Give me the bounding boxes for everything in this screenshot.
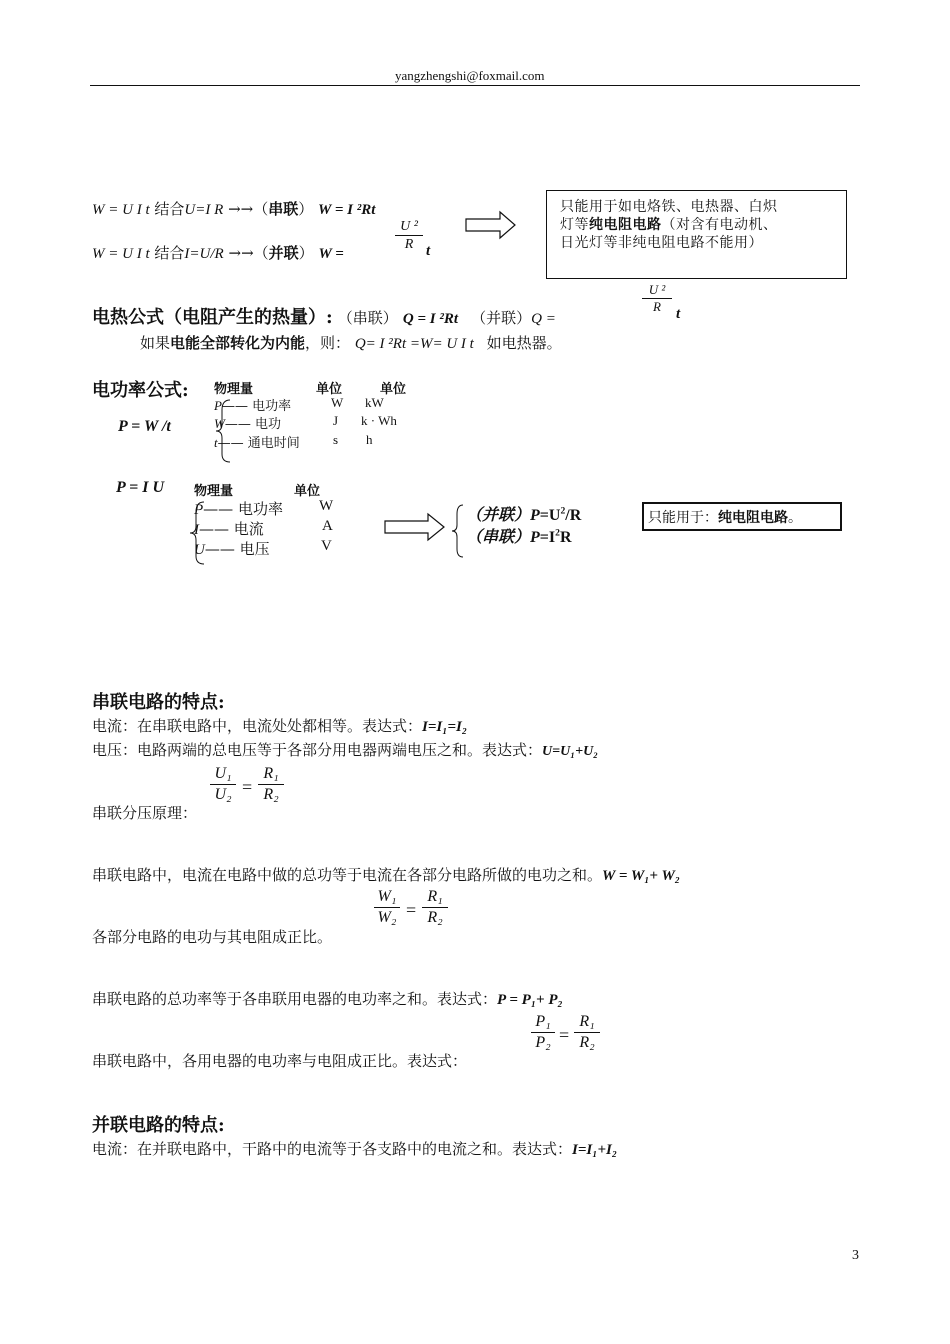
table1-row-0-unit2: kW	[365, 395, 384, 410]
text-combine: 结合	[154, 244, 185, 262]
heat-line-2a: 如果	[140, 334, 171, 352]
frac-bar	[374, 907, 400, 908]
fraction-r1-r2	[574, 1013, 600, 1051]
var-i: I	[184, 246, 190, 262]
table1-row-1-name: —— 电功	[224, 417, 281, 432]
heat-line-2	[140, 332, 562, 353]
frac-bar	[574, 1032, 600, 1033]
heat-line-2b: 电能全部转化为内能	[170, 334, 306, 352]
series-voltage-line	[92, 739, 598, 760]
heat-q-eq: Q =	[531, 311, 556, 327]
frac-bar	[531, 1032, 555, 1033]
series-current-line	[92, 715, 467, 736]
hollow-arrow-icon	[384, 512, 446, 542]
table1-row-0-unit1: W	[331, 395, 344, 410]
table1-row-2-name: —— 通电时间	[217, 436, 300, 451]
table1-head-quantity: 物理量	[214, 382, 254, 397]
brace-icon	[188, 500, 208, 566]
frac-numerator: W₁	[377, 888, 397, 905]
series-divider-label: 串联分压原理：	[92, 804, 198, 822]
series-circuit-title: 串联电路的特点:	[92, 692, 225, 713]
note2-c: 。	[788, 510, 802, 526]
heat-fraction	[642, 283, 672, 315]
label-series: 串联	[268, 200, 299, 218]
var-u: U	[184, 202, 196, 218]
frac-bar	[210, 784, 236, 785]
parallel-label: （并联）	[466, 505, 531, 524]
parallel-exp: 2	[560, 505, 566, 517]
formula-w-i2rt: W = I ²Rt	[318, 202, 376, 218]
parallel-current-expr: I=I₁+I₂	[572, 1142, 618, 1158]
brace-icon	[214, 398, 234, 464]
arrow-text: →→（	[228, 244, 269, 262]
note-text-pure-resistance	[560, 198, 778, 252]
frac-numerator: U₁	[214, 765, 232, 782]
table2-row-0-name: —— 电功率	[203, 500, 283, 518]
equals-sign: =	[406, 900, 417, 920]
table1-row-2-unit1: s	[333, 432, 339, 447]
text-combine: 结合	[154, 200, 185, 218]
frac-numerator: R₁	[427, 888, 443, 905]
table2-row-0-sym: P	[194, 502, 204, 518]
table1-row-1-unit1: J	[333, 413, 339, 428]
parallel-eq-u: =U	[539, 507, 561, 524]
formula-w-eq: W =	[318, 246, 344, 262]
formula-p-iu: P = I U	[116, 479, 165, 496]
frac-numerator: R₁	[579, 1013, 595, 1030]
series-work-ratio: 各部分电路的电功与其电阻成正比。	[92, 928, 333, 946]
parallel-circuit-title: 并联电路的特点:	[92, 1115, 225, 1136]
frac-bar	[395, 235, 423, 236]
series-current-expr: I=I₁=I₂	[422, 719, 468, 735]
table2-row-1-unit: A	[322, 518, 333, 534]
table2-head-unit: 单位	[294, 484, 321, 499]
frac-denominator: R₂	[427, 908, 443, 926]
series-voltage-text: 电压：电路两端的总电压等于各部分用电器两端电压之和。表达式：	[92, 741, 543, 759]
heat-series-formula: Q = I ²Rt	[402, 311, 458, 327]
heat-parallel-label: （并联）	[471, 309, 532, 327]
frac-denominator: U₂	[214, 785, 232, 803]
frac-denominator: W₂	[377, 908, 397, 926]
series-eq-i: =I	[539, 529, 556, 546]
frac-bar	[422, 907, 448, 908]
equals-sign: =	[242, 777, 253, 797]
page-number: 3	[852, 1248, 859, 1263]
table2-row-2-sym: U	[194, 542, 205, 558]
frac-denominator: P₂	[535, 1033, 551, 1051]
table2-row-0-unit: W	[319, 498, 334, 514]
frac-numerator: U ²	[400, 219, 418, 234]
series-work-line	[92, 864, 680, 885]
series-voltage-expr: U=U₁+U₂	[542, 744, 599, 759]
joule-t: t	[426, 243, 431, 259]
table2-row-1-sym: I	[194, 522, 199, 538]
frac-numerator: P₁	[535, 1013, 551, 1030]
joule-fraction	[395, 219, 423, 253]
table1-row-0-name: —— 电功率	[221, 399, 292, 414]
power-title: 电功率公式:	[92, 380, 189, 401]
formula-ur: =U/R	[189, 246, 224, 262]
note-line-2b: 纯电阻电路	[589, 217, 662, 233]
note-line-2a: 灯等	[560, 217, 589, 233]
paren-close: ）	[298, 244, 314, 262]
parallel-var-p: P	[530, 507, 540, 524]
heat-title: 电热公式（电阻产生的热量）:	[92, 307, 333, 328]
heat-line-2d: Q= I ²Rt =W= U I t	[354, 336, 474, 352]
series-exp: 2	[555, 527, 560, 539]
header-rule	[90, 85, 860, 86]
table1-row-1-unit2: k · Wh	[361, 413, 397, 428]
series-work-text: 串联电路中，电流在电路中做的总功等于电流在各部分电路所做的电功之和。	[92, 866, 603, 884]
joule-line-1	[92, 198, 375, 219]
frac-bar	[258, 784, 284, 785]
note-line-2c: （对含有电动机、	[661, 217, 778, 233]
table1-row-0-sym: P	[214, 398, 222, 413]
fraction-r1-r2	[258, 765, 284, 803]
frac-numerator: R₁	[263, 765, 279, 782]
table2-row-2-unit: V	[321, 538, 332, 554]
hollow-arrow-icon	[465, 210, 517, 240]
joule-line-2	[92, 242, 344, 263]
frac-denominator: R	[653, 299, 661, 315]
equals-sign: =	[559, 1025, 570, 1045]
header-email: yangzhengshi@foxmail.com	[395, 68, 545, 83]
formula-parallel-power	[466, 502, 581, 525]
series-current-text: 电流：在串联电路中，电流处处都相等。表达式：	[92, 717, 423, 735]
note-line-3: 日光灯等非纯电阻电路不能用）	[560, 235, 763, 251]
series-power-text: 串联电路的总功率等于各串联用电器的电功率之和。表达式：	[92, 990, 498, 1008]
note2-a: 只能用于：	[648, 510, 718, 526]
note-line-2	[560, 216, 778, 234]
heat-line-2c: ，则：	[305, 334, 351, 352]
fraction-r1-r2	[422, 888, 448, 926]
note-text-pure-resistance-2	[648, 507, 802, 527]
note-line-1: 只能用于如电烙铁、电热器、白炽	[560, 199, 778, 215]
heat-title-line	[92, 303, 556, 329]
brace-icon	[450, 503, 466, 559]
series-r: R	[559, 529, 572, 546]
table1-head-unit1: 单位	[316, 382, 343, 397]
fraction-p1-p2	[531, 1013, 555, 1051]
parallel-current-line	[92, 1138, 617, 1159]
heat-series-label: （串联）	[337, 309, 398, 327]
label-parallel: 并联	[268, 244, 299, 262]
parallel-div-r: /R	[565, 507, 582, 524]
formula-series-power	[466, 524, 572, 547]
series-power-line	[92, 988, 563, 1009]
series-power-ratio: 串联电路中，各用电器的电功率与电阻成正比。表达式：	[92, 1052, 468, 1070]
table1-head-unit2: 单位	[380, 382, 407, 397]
note2-b: 纯电阻电路	[718, 510, 788, 526]
formula-ir: =I R	[195, 202, 224, 218]
formula-wuit: W = U I t	[92, 246, 150, 262]
fraction-w1-w2	[374, 888, 400, 926]
series-power-expr: P = P₁+ P₂	[497, 992, 563, 1008]
formula-p-w-t: P = W /t	[118, 418, 171, 435]
parallel-current-text: 电流：在并联电路中，干路中的电流等于各支路中的电流之和。表达式：	[92, 1140, 573, 1158]
table2-row-1-name: —— 电流	[199, 520, 264, 538]
series-work-expr: W = W₁+ W₂	[602, 868, 681, 884]
series-var-p: P	[530, 529, 540, 546]
frac-denominator: R	[404, 237, 414, 253]
frac-denominator: R₂	[263, 785, 279, 803]
table2-row-2-name: —— 电压	[204, 540, 270, 558]
heat-t: t	[676, 306, 681, 322]
table1-row-2-sym: t	[214, 435, 218, 450]
paren-close: ）	[298, 200, 314, 218]
table2-head-quantity: 物理量	[194, 484, 234, 499]
fraction-u1-u2	[210, 765, 236, 803]
frac-numerator: U ²	[648, 282, 666, 297]
series-label: （串联）	[466, 527, 531, 546]
frac-denominator: R₂	[579, 1033, 595, 1051]
table1-row-1-sym: W	[214, 416, 225, 431]
arrow-text: →→（	[228, 200, 269, 218]
heat-line-2e: 如电热器。	[486, 334, 562, 352]
formula-wuit: W = U I t	[92, 202, 150, 218]
table1-row-2-unit2: h	[366, 432, 373, 447]
